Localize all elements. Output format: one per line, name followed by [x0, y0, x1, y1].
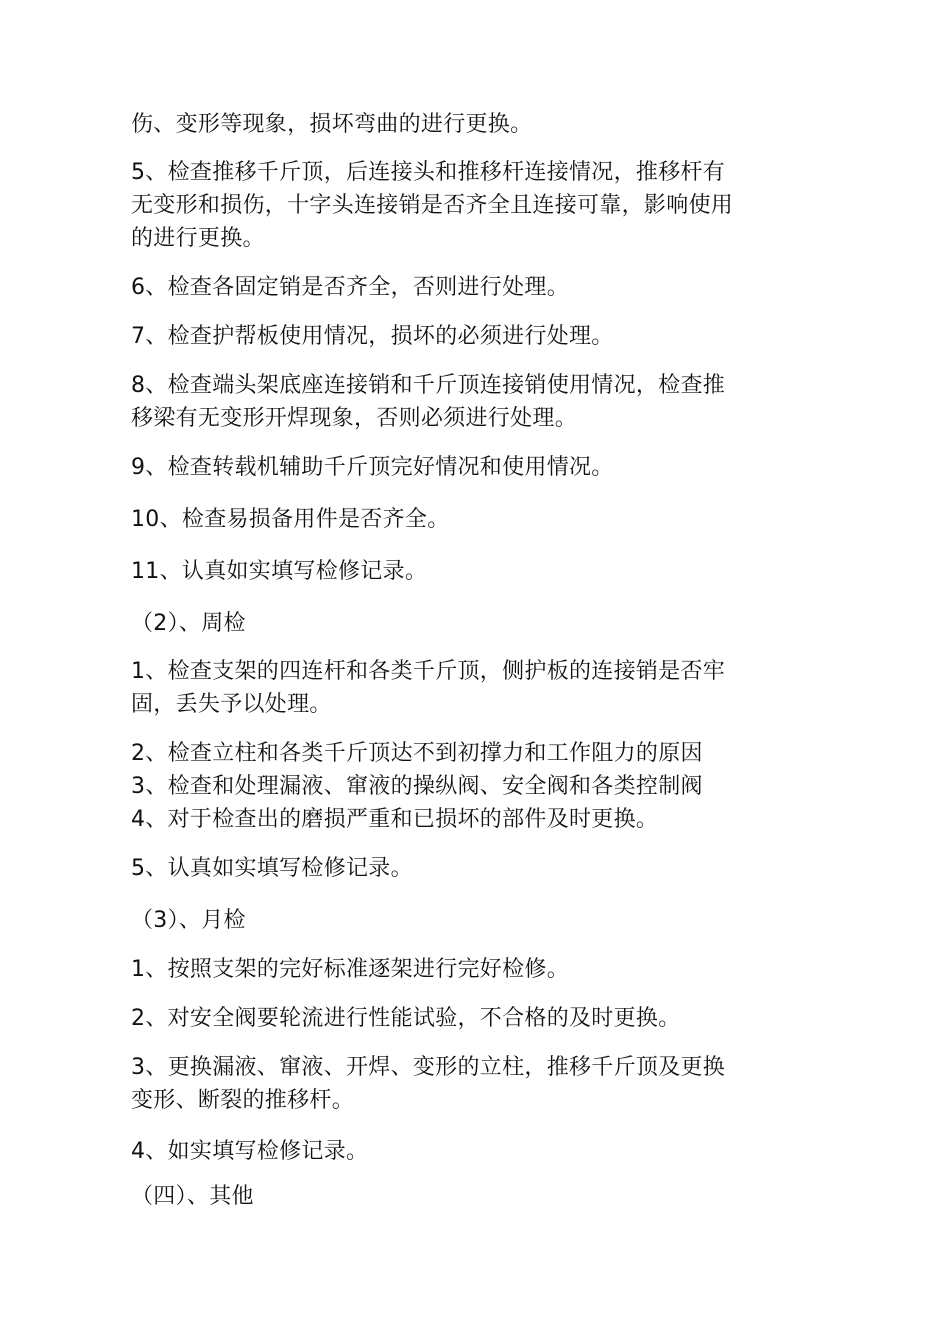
text-line: 4、如实填写检修记录。 — [131, 1139, 369, 1164]
text-line: 6、检查各固定销是否齐全，否则进行处理。 — [131, 275, 569, 300]
text-line: 变形、断裂的推移杆。 — [131, 1088, 355, 1113]
text-line: 1、检查支架的四连杆和各类千斤顶，侧护板的连接销是否牢 — [131, 659, 726, 684]
section-heading-other: （四）、其他 — [131, 1184, 254, 1209]
text-line: 移梁有无变形开焊现象，否则必须进行处理。 — [131, 406, 578, 431]
text-line: 9、检查转载机辅助千斤顶完好情况和使用情况。 — [131, 455, 614, 480]
text-line: 11、认真如实填写检修记录。 — [131, 559, 428, 584]
text-line: 4、对于检查出的磨损严重和已损坏的部件及时更换。 — [131, 807, 659, 832]
text-line: 固，丢失予以处理。 — [131, 692, 332, 717]
text-line: 7、检查护帮板使用情况，损坏的必须进行处理。 — [131, 324, 614, 349]
text-line: 8、检查端头架底座连接销和千斤顶连接销使用情况，检查推 — [131, 373, 726, 398]
text-line: 无变形和损伤，十字头连接销是否齐全且连接可靠，影响使用 — [131, 193, 734, 218]
section-heading-weekly: （2）、周检 — [131, 611, 246, 636]
section-heading-monthly: （3）、月检 — [131, 908, 246, 933]
paragraph-item-5 — [131, 156, 831, 255]
text-line: 3、更换漏液、窜液、开焊、变形的立柱，推移千斤顶及更换 — [131, 1055, 726, 1080]
text-line: 2、检查立柱和各类千斤顶达不到初撑力和工作阻力的原因 — [131, 741, 703, 766]
text-line: 5、检查推移千斤顶，后连接头和推移杆连接情况，推移杆有 — [131, 160, 726, 185]
text-line: 的进行更换。 — [131, 226, 265, 251]
text-line: 10、检查易损备用件是否齐全。 — [131, 507, 450, 532]
text-line: 3、检查和处理漏液、窜液的操纵阀、安全阀和各类控制阀 — [131, 774, 703, 799]
text-line: 5、认真如实填写检修记录。 — [131, 856, 413, 881]
text-line: 伤、变形等现象，损坏弯曲的进行更换。 — [131, 112, 533, 137]
paragraph-item-8 — [131, 369, 831, 435]
text-line: 1、按照支架的完好标准逐架进行完好检修。 — [131, 957, 569, 982]
paragraph-weekly-1 — [131, 655, 831, 721]
paragraph-monthly-3 — [131, 1051, 831, 1117]
text-line: 2、对安全阀要轮流进行性能试验，不合格的及时更换。 — [131, 1006, 681, 1031]
